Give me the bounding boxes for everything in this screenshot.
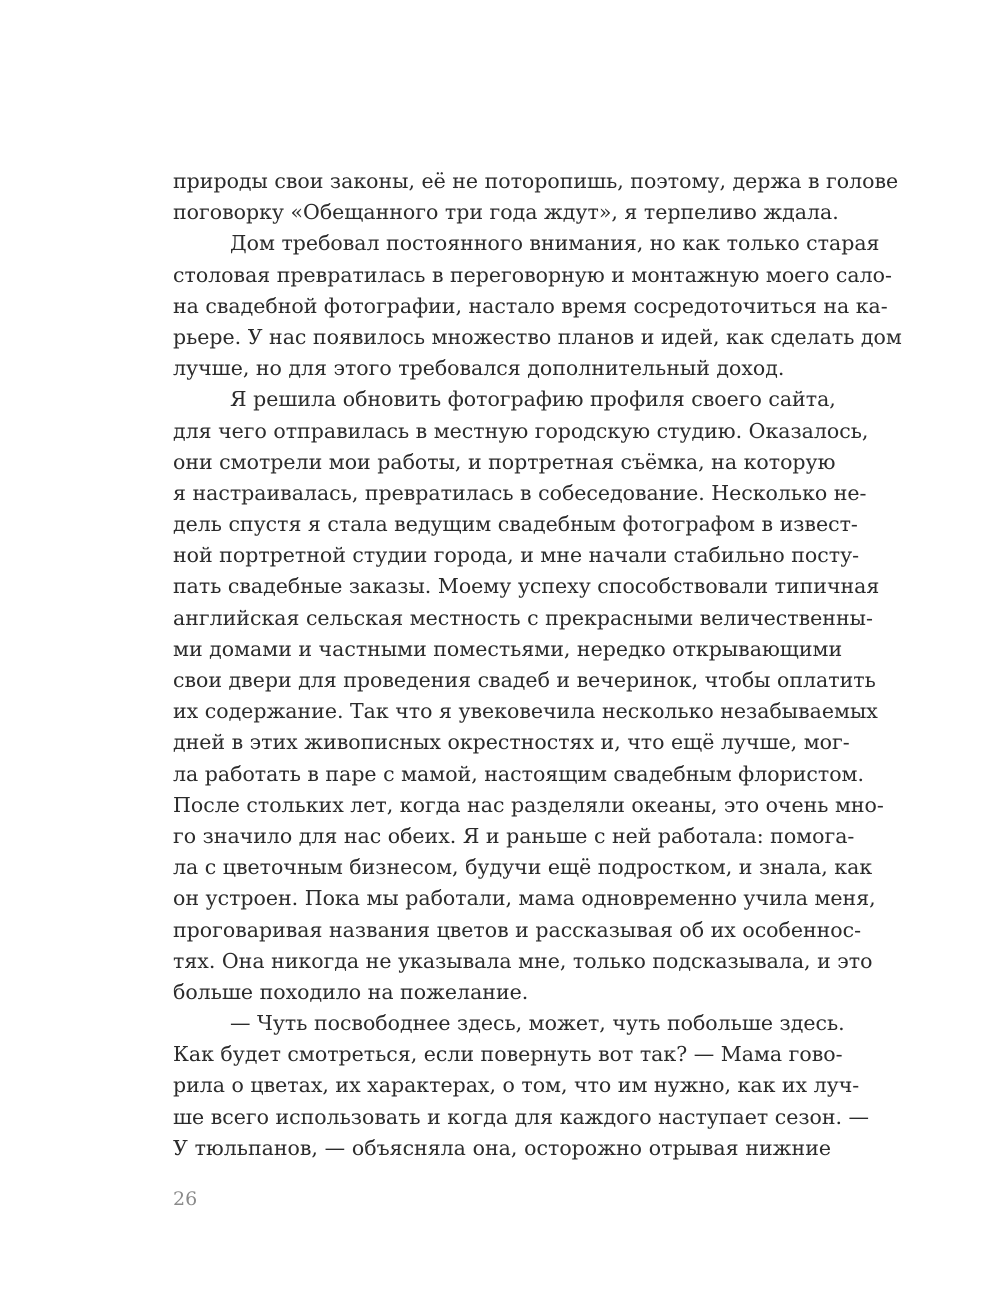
text-line: я настраивалась, превратилась в собеседование. Несколько не- [173, 480, 867, 505]
text-line: рьере. У нас появилось множество планов и идей, как сделать дом [173, 324, 902, 349]
text-line: свои двери для проведения свадеб и вечеринок, чтобы оплатить [173, 668, 876, 692]
text-line: английская сельская местность с прекрасными величественны- [173, 605, 873, 630]
text-line: тях. Она никогда не указывала мне, только подсказывала, и это [173, 948, 873, 973]
text-line: рила о цветах, их характерах, о том, что им нужно, как их луч- [173, 1073, 860, 1098]
body-text [173, 166, 902, 1164]
text-line: После стольких лет, когда нас разделяли океаны, это очень мно- [173, 792, 884, 817]
text-line: Я решила обновить фотографию профиля своего сайта, [230, 387, 836, 412]
paragraph-4 [173, 1008, 870, 1164]
text-line: — Чуть посвободнее здесь, может, чуть побольше здесь. [230, 1011, 845, 1036]
text-line: Дом требовал постоянного внимания, но как только старая [230, 231, 880, 256]
text-line: поговорку «Обещанного три года ждут», я терпеливо ждала. [173, 200, 839, 225]
text-line: ла работать в паре с мамой, настоящим свадебным флористом. [173, 761, 865, 786]
text-line: го значило для нас обеих. Я и раньше с ней работала: помога- [173, 823, 855, 848]
page-number: 26 [173, 1188, 198, 1210]
text-line: они смотрели мои работы, и портретная съёмка, на которую [173, 449, 836, 474]
paragraph-1 [173, 166, 899, 228]
text-line: У тюльпанов, — объясняла она, осторожно отрывая нижние [173, 1135, 831, 1160]
text-line: ла с цветочным бизнесом, будучи ещё подростком, и знала, как [173, 855, 873, 880]
text-line: Как будет смотреться, если повернуть вот так? — Мама гово- [173, 1042, 843, 1067]
text-line: ной портретной студии города, и мне начали стабильно посту- [173, 543, 860, 568]
text-line: их содержание. Так что я увековечила несколько незабываемых [173, 699, 878, 724]
text-line: дней в этих живописных окрестностях и, что ещё лучше, мог- [173, 730, 850, 755]
text-line: лучше, но для этого требовался дополнительный доход. [173, 356, 785, 381]
text-line: он устроен. Пока мы работали, мама одновременно учила меня, [173, 886, 876, 911]
text-line: проговаривая названия цветов и рассказывая об их особеннос- [173, 917, 862, 942]
paragraph-2 [173, 228, 902, 384]
text-line: пать свадебные заказы. Моему успеху способствовали типичная [173, 574, 880, 599]
paragraph-3 [173, 384, 884, 1008]
text-line: ше всего использовать и когда для каждого наступает сезон. — [173, 1104, 870, 1129]
text-line: на свадебной фотографии, настало время сосредоточиться на ка- [173, 293, 888, 318]
text-line: природы свои законы, её не поторопишь, поэтому, держа в голове [173, 169, 899, 193]
text-line: дель спустя я стала ведущим свадебным фотографом в извест- [173, 512, 858, 537]
text-line: ми домами и частными поместьями, нередко открывающими [173, 636, 843, 661]
text-line: столовая превратилась в переговорную и монтажную моего сало- [173, 262, 892, 287]
text-line: больше походило на пожелание. [173, 979, 529, 1004]
text-line: для чего отправилась в местную городскую студию. Оказалось, [173, 418, 869, 443]
